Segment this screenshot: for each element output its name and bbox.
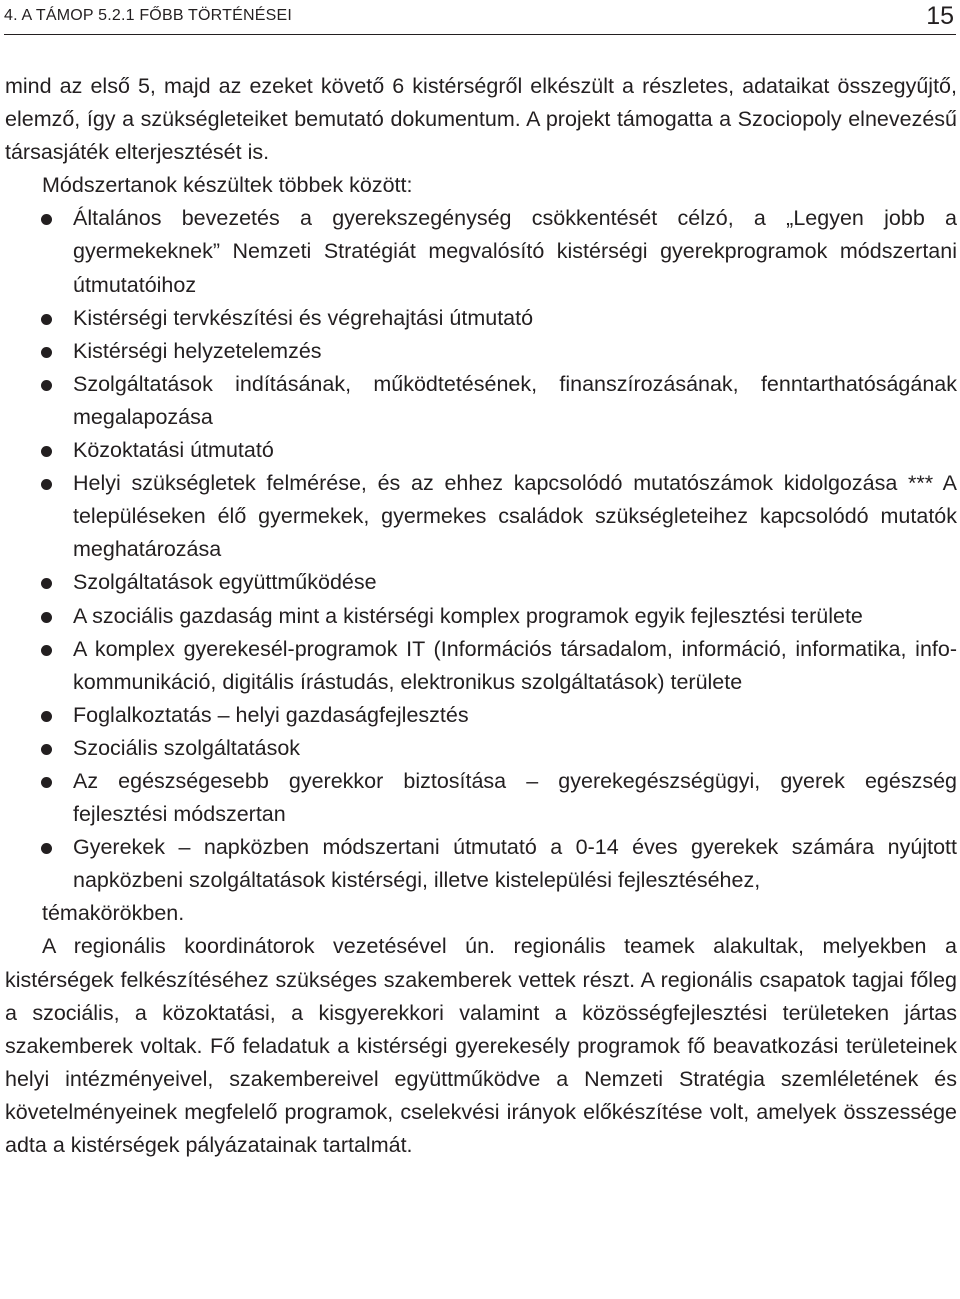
list-item <box>5 302 957 335</box>
bullet-icon <box>41 446 52 457</box>
list-item <box>5 699 957 732</box>
bullet-icon <box>41 711 52 722</box>
page-number: 15 <box>926 2 954 30</box>
list-item-text: Foglalkoztatás – helyi gazdaságfejlesztés <box>73 702 469 727</box>
list-intro: Módszertanok készültek többek között: <box>42 173 413 198</box>
list-item-text: Helyi szükségletek felmérése, és az ehhez kapcsolódó mutatószámok kidolgozása *** A településeken élő gyermekek, gyermekes családok szükségleteihez kapcsolódó mutatók meghatározása <box>73 471 957 562</box>
page-header <box>4 0 956 35</box>
bullet-icon <box>41 380 52 391</box>
list-item-text: A szociális gazdaság mint a kistérségi komplex programok egyik fejlesztési területe <box>73 603 863 628</box>
bullet-icon <box>41 314 52 325</box>
page-content <box>5 70 957 1162</box>
bullet-icon <box>41 214 52 225</box>
list-item <box>5 600 957 633</box>
bullet-icon <box>41 578 52 589</box>
list-item-text: Közoktatási útmutató <box>73 438 274 463</box>
list-item <box>5 335 957 368</box>
bullet-icon <box>41 612 52 623</box>
list-item-text: Gyerekek – napközben módszertani útmutató a 0-14 éves gyerekek számára nyújtott napközbeni szolgáltatások kistérségi, illetve kistelepülési fejlesztéséhez, <box>73 835 957 893</box>
list-item-text: Szociális szolgáltatások <box>73 735 301 760</box>
list-item <box>5 633 957 699</box>
list-item <box>5 368 957 434</box>
list-item <box>5 434 957 467</box>
bullet-icon <box>41 777 52 788</box>
list-closing: témakörökben. <box>42 901 185 926</box>
list-item <box>5 566 957 599</box>
list-item-text: Szolgáltatások indításának, működtetésének, finanszírozásának, fenntarthatóságának megalapozása <box>73 371 957 429</box>
bullet-icon <box>41 843 52 854</box>
running-head: 4. A TÁMOP 5.2.1 FŐBB TÖRTÉNÉSEI <box>4 7 292 24</box>
bullet-icon <box>41 744 52 755</box>
bullet-icon <box>41 347 52 358</box>
bullet-icon <box>41 645 52 656</box>
bullet-icon <box>41 479 52 490</box>
list-item-text: Kistérségi helyzetelemzés <box>73 338 322 363</box>
list-item-text: Kistérségi tervkészítési és végrehajtási útmutató <box>73 305 534 330</box>
intro-paragraph: mind az első 5, majd az ezeket követő 6 kistérségről elkészült a részletes, adataikat összegyűjtő, elemző, így a szükségleteiket bemutató dokumentum. A projekt támogatta a Szociopoly elnevezésű társasjáték elterjesztését is. <box>5 74 957 165</box>
list-item <box>5 732 957 765</box>
list-item <box>5 467 957 566</box>
list-item-text: A komplex gyerekesél-programok IT (Információs társadalom, információ, informatika, info-kommunikáció, digitális írástudás, elektronikus szolgáltatások) területe <box>73 636 957 694</box>
list-item-text: Az egészségesebb gyerekkor biztosítása – gyerekegészségügyi, gyerek egészség fejlesztési módszertan <box>73 768 957 827</box>
list-item <box>5 765 957 831</box>
list-item-text: Szolgáltatások együttműködése <box>73 570 377 595</box>
list-item <box>5 831 957 897</box>
list-item-text: Általános bevezetés a gyerekszegénység csökkentését célzó, a „Legyen jobb a gyermekeknek” Nemzeti Stratégiát megvalósító kistérségi gyerekprogramok módszertani útmutatóihoz <box>73 206 957 297</box>
final-paragraph: A regionális koordinátorok vezetésével ún. regionális teamek alakultak, melyekben a kistérségek felkészítéséhez szükséges szakemberek vettek részt. A regionális csapatok tagjai főleg a szociális, a közoktatási, a kisgyerekkori valamint a közösségfejlesztési területeken jártas szakemberek voltak. Fő feladatuk a kistérségi gyerekesély programok fő beavatkozási területeinek helyi intézményeivel, szakembereivel együttműködve a Nemzeti Stratégia szemléletének és követelményeinek megfelelő programok, cselekvési irányok előkészítése volt, amelyek összessége adta a kistérségek pályázatainak tartalmát. <box>5 934 957 1157</box>
list-item <box>5 202 957 301</box>
methodology-list <box>5 202 957 897</box>
